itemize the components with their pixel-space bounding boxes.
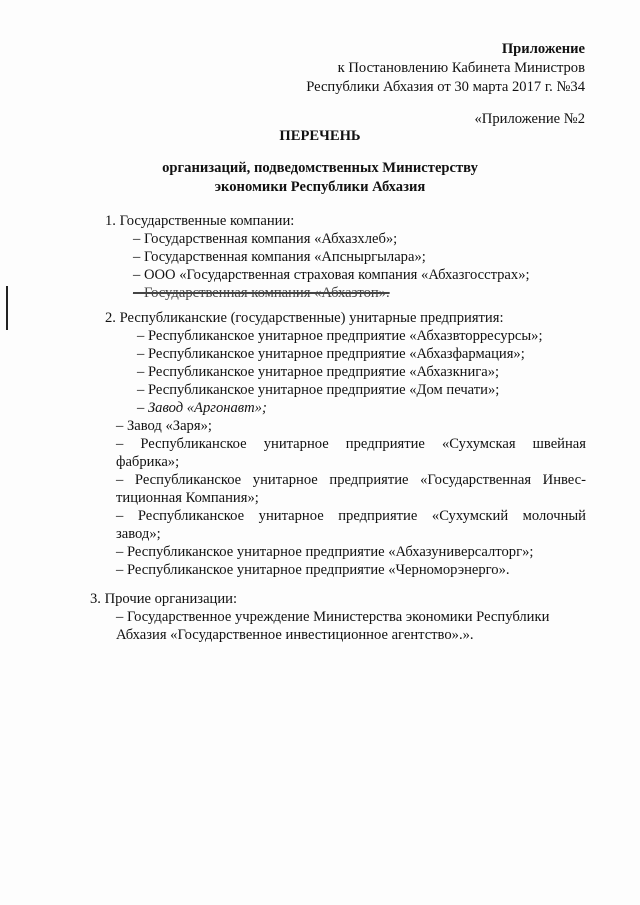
section-2-item: – Завод «Заря»; [116,418,212,434]
section-2-item: – Республиканское унитарное предприятие «Государственная Инвес- [116,472,586,488]
appendix-number: «Приложение №2 [474,111,585,127]
document-subtitle-line-1: организаций, подведомственных Министерству [162,160,478,176]
section-2-item: – Республиканское унитарное предприятие «Черноморэнерго». [116,562,510,578]
appendix-reference-line-1: к Постановлению Кабинета Министров [337,60,585,76]
section-2-item: – Завод «Аргонавт»; [137,400,267,416]
section-2-item-continuation: фабрика»; [116,454,180,470]
section-1-item: – Государственная компания «Абхазхлеб»; [133,231,398,247]
section-2-item: – Республиканское унитарное предприятие «Абхазфармация»; [137,346,525,362]
section-2-item: – Республиканское унитарное предприятие «Абхазвторресурсы»; [137,328,543,344]
appendix-reference-line-2: Республики Абхазия от 30 марта 2017 г. №34 [306,79,585,95]
section-3-item: – Государственное учреждение Министерства экономики Республики [116,609,550,625]
section-1-item: – ООО «Государственная страховая компания «Абхазгосстрах»; [133,267,530,283]
section-1-heading: 1. Государственные компании: [105,213,295,229]
section-3-item-continuation: Абхазия «Государственное инвестиционное агентство».». [116,627,474,643]
section-2-heading: 2. Республиканские (государственные) унитарные предприятия: [105,310,504,326]
section-2-item: – Республиканское унитарное предприятие «Дом печати»; [137,382,500,398]
document-title: ПЕРЕЧЕНЬ [279,128,361,144]
section-2-item-continuation: тиционная Компания»; [116,490,259,506]
section-2-item: – Республиканское унитарное предприятие «Сухумский молочный [116,508,586,524]
section-2-item-continuation: завод»; [116,526,161,542]
section-1-item: – Государственная компания «Апсныргылара»; [133,249,426,265]
document-subtitle-line-2: экономики Республики Абхазия [214,179,426,195]
section-3-heading: 3. Прочие организации: [90,591,238,607]
section-2-item: – Республиканское унитарное предприятие «Абхазкнига»; [137,364,500,380]
margin-mark [6,286,8,330]
section-1-item-struck: – Государственная компания «Абхазтоп». [133,285,390,301]
appendix-title: Приложение [501,41,585,57]
section-2-item: – Республиканское унитарное предприятие «Сухумская швейная [116,436,586,452]
section-2-item: – Республиканское унитарное предприятие «Абхазуниверсалторг»; [116,544,534,560]
